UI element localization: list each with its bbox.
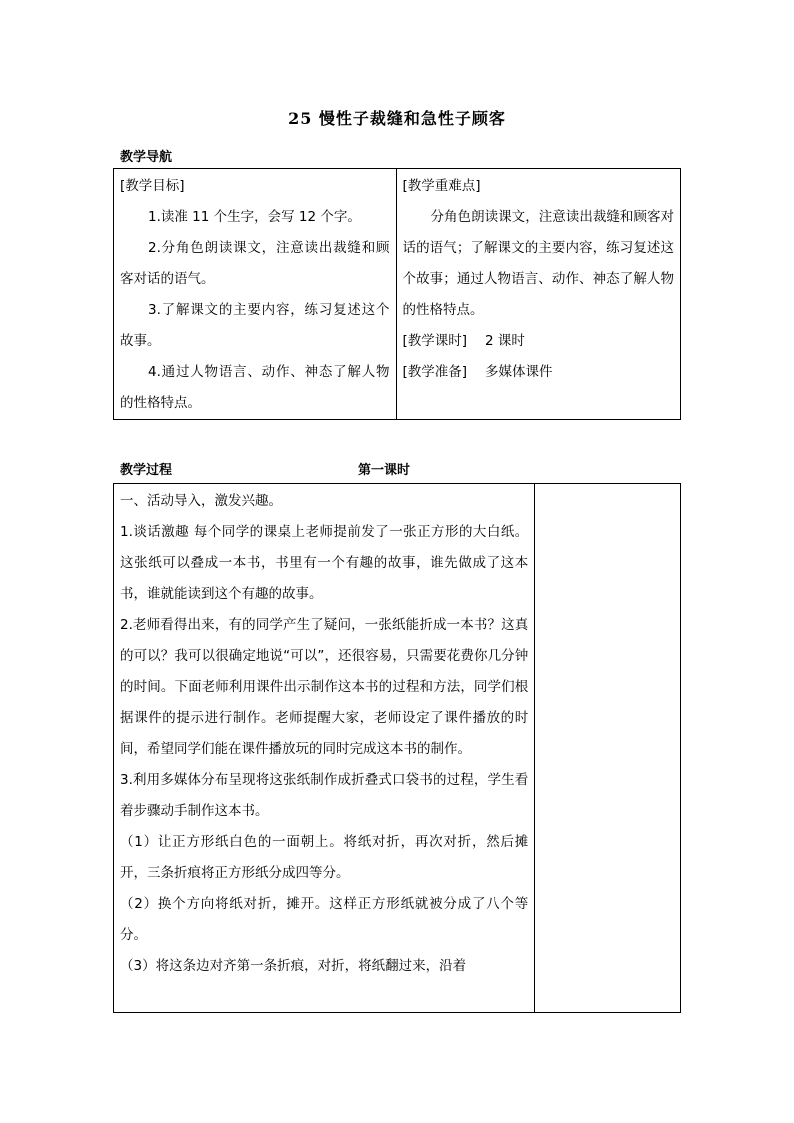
objectives-heading: [教学目标]	[120, 178, 185, 194]
process-paragraph: 2.老师看得出来，有的同学产生了疑问，一张纸能折成一本书？这真的可以？我可以很确定地说“可以”，还很容易，只需要花费你几分钟的时间。下面老师利用课件出示制作这本书的过程和方法，同学们根据课件的提示进行制作。老师提醒大家，老师设定了课件播放的时间，希望同学们能在课件播放玩的同时完成这本书的制作。	[120, 617, 529, 757]
page-title: 25 慢性子裁缝和急性子顾客	[288, 109, 506, 128]
hours-value: 2 课时	[485, 333, 525, 349]
teaching-nav-table	[113, 168, 681, 420]
objective-item: 1.读准 11 个生字，会写 12 个字。	[148, 209, 361, 225]
objective-item: 3.了解课文的主要内容，练习复述这个故事。	[120, 302, 390, 349]
teaching-process-table	[113, 483, 681, 1013]
process-paragraph: 一、活动导入，激发兴趣。	[120, 493, 282, 509]
notes-cell	[535, 484, 681, 1013]
prep-label: [教学准备]	[402, 364, 468, 380]
key-points-text: 分角色朗读课文，注意读出裁缝和顾客对话的语气；了解课文的主要内容，练习复述这个故事；通过人物语言、动作、神态了解人物的性格特点。	[402, 209, 674, 318]
teaching-prep	[403, 357, 675, 388]
prep-value: 多媒体课件	[485, 364, 553, 380]
objective-item: 2.分角色朗读课文，注意读出裁缝和顾客对话的语气。	[120, 240, 390, 287]
objective-item: 4.通过人物语言、动作、神态了解人物的性格特点。	[120, 364, 390, 411]
hours-label: [教学课时]	[402, 333, 468, 349]
teaching-hours	[403, 326, 675, 357]
teaching-nav-label: 教学导航	[120, 150, 173, 165]
key-points-heading: [教学重难点]	[402, 178, 481, 194]
objectives-cell	[114, 169, 397, 420]
process-paragraph: 1.谈话激趣 每个同学的课桌上老师提前发了一张正方形的大白纸。这张纸可以叠成一本书，书里有一个有趣的故事，谁先做成了这本书，谁就能读到这个有趣的故事。	[120, 524, 529, 602]
process-content-cell	[114, 484, 535, 1013]
process-paragraph: （2）换个方向将纸对折，摊开。这样正方形纸就被分成了八个等分。	[120, 896, 529, 943]
period-label: 第一课时	[358, 463, 411, 478]
process-paragraph: 3.利用多媒体分布呈现将这张纸制作成折叠式口袋书的过程，学生看着步骤动手制作这本书。	[120, 772, 529, 819]
process-paragraph: （3）将这条边对齐第一条折痕，对折，将纸翻过来，沿着	[120, 958, 467, 974]
key-points-cell	[396, 169, 681, 420]
teaching-process-label: 教学过程	[120, 463, 173, 478]
process-paragraph: （1）让正方形纸白色的一面朝上。将纸对折，再次对折，然后摊开，三条折痕将正方形纸分成四等分。	[120, 834, 529, 881]
